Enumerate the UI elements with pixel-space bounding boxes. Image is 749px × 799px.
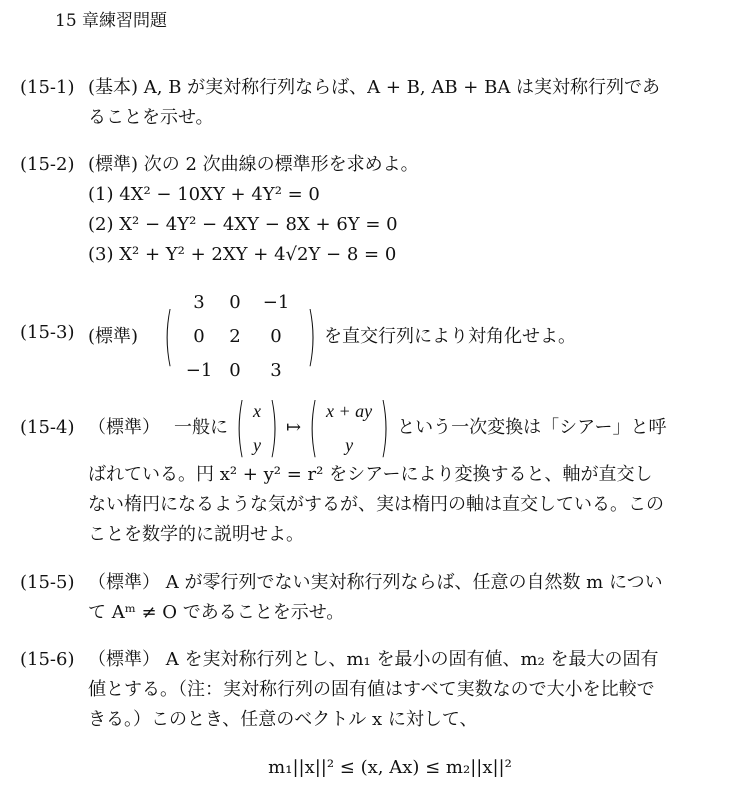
problem-number: (15-5) [20, 572, 75, 593]
matrix-cell: 0 [229, 292, 241, 313]
matrix-cell: 0 [229, 360, 241, 381]
problem-line: (基本) A, B が実対称行列ならば、A + B, AB + BA は実対称行列であ [88, 77, 661, 98]
vector-x-y [253, 394, 261, 462]
problem-line: ばれている。円 x² + y² = r² をシアーにより変換すると、軸が直交し [88, 464, 653, 485]
matrix-cell: 2 [229, 326, 241, 347]
page-title: 15 章練習問題 [55, 11, 168, 31]
problem-15-3 [20, 286, 730, 388]
problem-number: (15-6) [20, 649, 75, 670]
problem-number: (15-3) [20, 322, 75, 343]
problem-line: （標準） A を実対称行列とし、m₁ を最小の固有値、m₂ を最大の固有 [88, 649, 659, 670]
vector-cell: y [345, 435, 354, 455]
problem-number: (15-4) [20, 417, 75, 438]
level-label: （標準） [88, 417, 160, 438]
right-paren: ) [380, 391, 389, 465]
problem-15-1 [20, 73, 730, 133]
right-paren: ) [269, 391, 278, 465]
vector-cell: x [252, 401, 261, 421]
problem-line: ない楕円になるような気がするが、実は楕円の軸は直交している。この [88, 494, 664, 515]
equation-2: (2) X² − 4Y² − 4XY − 8X + 6Y = 0 [88, 214, 398, 235]
matrix-cell: −1 [185, 360, 213, 381]
problem-line: （標準） A が零行列でない実対称行列ならば、任意の自然数 m につい [88, 572, 663, 593]
problem-15-5 [20, 568, 730, 628]
left-paren: ( [309, 391, 318, 465]
inequality-formula: m₁||x||² ≤ (x, Ax) ≤ m₂||x||² [268, 757, 512, 778]
problem-number: (15-2) [20, 154, 75, 175]
problem-15-4 [20, 391, 730, 550]
problem-line: ることを示せ。 [88, 107, 214, 128]
left-paren: ( [164, 300, 173, 374]
problem-15-6 [20, 645, 730, 783]
problem-line: ことを数学的に説明せよ。 [88, 524, 304, 545]
mapsto: ↦ [285, 417, 302, 438]
problem-15-2 [20, 150, 730, 270]
problem-line: きる。）このとき、任意のベクトル x に対して、 [88, 709, 478, 730]
matrix-cell: 3 [193, 292, 205, 313]
problem-text: 一般に [174, 417, 228, 438]
equation-1: (1) 4X² − 10XY + 4Y² = 0 [88, 184, 320, 205]
matrix-cell: 0 [270, 326, 282, 347]
problem-text: を直交行列により対角化せよ。 [323, 326, 576, 347]
equation-3: (3) X² + Y² + 2XY + 4√2Y − 8 = 0 [88, 244, 397, 265]
left-paren: ( [236, 391, 245, 465]
right-paren: ) [307, 300, 316, 374]
vector-image [326, 394, 372, 462]
matrix [181, 286, 299, 388]
problem-number: (15-1) [20, 77, 75, 98]
matrix-cell: −1 [262, 292, 290, 313]
problem-line: 値とする。（注：実対称行列の固有値はすべて実数なので大小を比較で [88, 679, 655, 700]
problem-text: という一次変換は「シアー」と呼 [397, 417, 667, 438]
matrix-cell: 3 [270, 360, 282, 381]
problem-line: て Aᵐ ≠ O であることを示せ。 [88, 602, 345, 623]
level-label: (標準) [88, 326, 139, 347]
matrix-cell: 0 [193, 326, 205, 347]
vector-cell: y [252, 435, 261, 455]
vector-cell: x + ay [326, 401, 373, 421]
problem-line: (標準) 次の 2 次曲線の標準形を求めよ。 [88, 154, 419, 175]
